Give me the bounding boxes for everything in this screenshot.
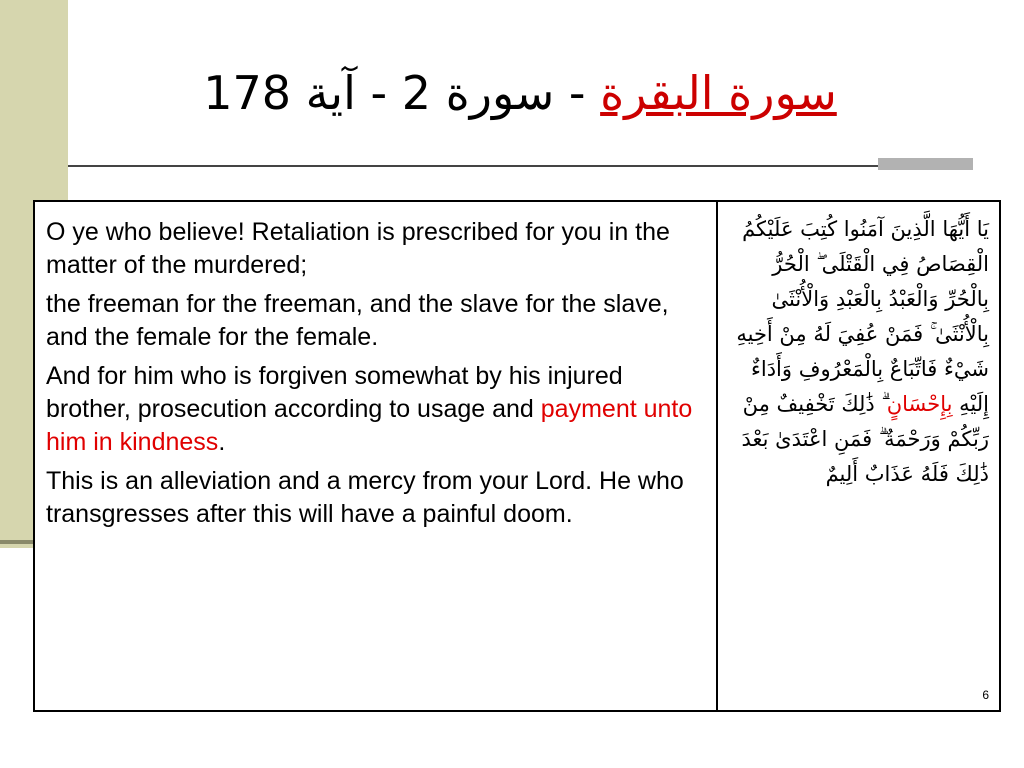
- verse-table: [33, 200, 1001, 712]
- english-paragraph-1: O ye who believe! Retaliation is prescribed for you in the matter of the murdered;: [46, 218, 670, 279]
- english-translation-cell: [35, 202, 718, 710]
- title-divider-line: [68, 165, 878, 167]
- english-paragraph-3: [46, 360, 708, 459]
- title-verse-reference: - سورة 2 - آية 178: [203, 66, 601, 120]
- english-paragraph-4: This is an alleviation and a mercy from your Lord. He who transgresses after this will have a painful doom.: [46, 467, 684, 528]
- title-divider-accent: [878, 158, 973, 170]
- english-highlight-kindness: payment unto him in kindness: [46, 395, 693, 456]
- surah-link[interactable]: سورة البقرة: [600, 66, 837, 120]
- arabic-verse-part-1: يَا أَيُّهَا الَّذِينَ آمَنُوا كُتِبَ عَلَيْكُمُ الْقِصَاصُ فِي الْقَتْلَى ۖ الْحُرُّ بِالْحُرِّ وَالْعَبْدُ بِالْعَبْدِ وَالْأُنْثَىٰ بِالْأُنْثَىٰ ۚ فَمَنْ عُفِيَ لَهُ مِنْ أَخِيهِ شَيْءٌ فَاتِّبَاعٌ بِالْمَعْرُوفِ وَأَدَاءٌ إِلَيْهِ: [736, 217, 989, 416]
- arabic-verse-part-2: ۗ ذَٰلِكَ تَخْفِيفٌ مِنْ رَبِّكُمْ وَرَحْمَةٌ ۗ فَمَنِ اعْتَدَىٰ بَعْدَ ذَٰلِكَ فَلَهُ عَذَابٌ أَلِيمٌ: [741, 392, 989, 486]
- english-p3-end: .: [218, 428, 226, 456]
- arabic-verse-cell: [718, 202, 999, 710]
- page-title: [70, 58, 970, 128]
- slide-page-number: 6: [982, 688, 989, 702]
- english-p3-text: And for him who is forgiven somewhat by his injured brother, prosecution according to usage and: [46, 362, 623, 423]
- english-paragraph-2: the freeman for the freeman, and the slave for the slave, and the female for the female.: [46, 290, 669, 351]
- arabic-highlight-ihsan: بِإِحْسَانٍ: [886, 392, 953, 416]
